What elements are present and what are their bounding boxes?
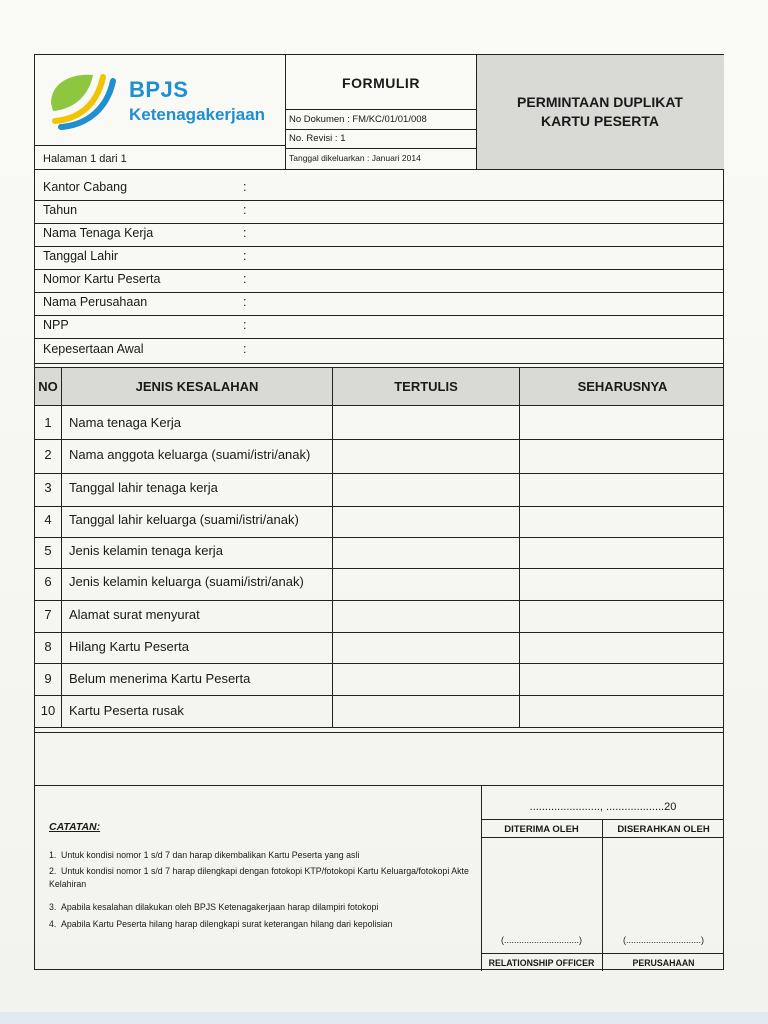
field-kantor-cabang: Kantor Cabang [43, 180, 128, 194]
signature-line-right: (..............................) [622, 935, 704, 945]
error-type-label: Jenis kelamin keluarga (suami/istri/anak) [69, 574, 304, 589]
field-colon: : [243, 226, 247, 240]
error-type-label: Tanggal lahir tenaga kerja [69, 480, 218, 495]
field-nomor-kartu-peserta: Nomor Kartu Peserta [43, 272, 161, 286]
logo-sub-text: Ketenagakerjaan [129, 105, 266, 124]
error-type-label: Kartu Peserta rusak [69, 703, 184, 718]
field-colon: : [243, 342, 247, 356]
field-colon: : [243, 272, 247, 286]
error-type-label: Jenis kelamin tenaga kerja [69, 543, 223, 558]
error-type-label: Alamat surat menyurat [69, 607, 200, 622]
error-type-label: Nama tenaga Kerja [69, 415, 182, 430]
form-title-line1: PERMINTAAN DUPLIKAT [517, 94, 683, 110]
row-number: 3 [44, 480, 52, 495]
note-number: 2. [49, 866, 57, 876]
col-header-seharusnya: SEHARUSNYA [577, 379, 668, 394]
error-type-label: Hilang Kartu Peserta [69, 639, 189, 654]
row-number: 1 [44, 415, 52, 430]
row-number: 8 [44, 639, 52, 654]
note-item [49, 865, 469, 891]
error-type-label: Tanggal lahir keluarga (suami/istri/anak) [69, 512, 299, 527]
issue-date: Tanggal dikeluarkan : Januari 2014 [289, 153, 421, 163]
relationship-officer-label: RELATIONSHIP OFFICER [488, 958, 595, 968]
field-nama-perusahaan: Nama Perusahaan [43, 295, 148, 309]
field-colon: : [243, 203, 247, 217]
logo-brand-text: BPJS [129, 77, 189, 102]
signature-line-left: (..............................) [500, 935, 582, 945]
row-number: 9 [44, 671, 52, 686]
company-label: PERUSAHAAN [632, 958, 695, 968]
row-number: 10 [40, 703, 56, 718]
error-type-label: Nama anggota keluarga (suami/istri/anak) [69, 447, 311, 462]
col-header-jenis: JENIS KESALAHAN [135, 379, 259, 394]
notes-title: CATATAN: [49, 821, 101, 833]
field-npp: NPP [43, 318, 69, 332]
submitted-by-label: DISERAHKAN OLEH [617, 824, 710, 835]
field-nama-tenaga-kerja: Nama Tenaga Kerja [43, 226, 154, 240]
note-text: Untuk kondisi nomor 1 s/d 7 harap dilengkapi dengan fotokopi KTP/fotokopi Kartu Keluarga/fotokopi Akte Kelahiran [49, 866, 469, 889]
field-tahun: Tahun [43, 203, 78, 217]
bpjs-logo [45, 65, 285, 145]
received-by-label: DITERIMA OLEH [504, 824, 579, 835]
revision-number: No. Revisi : 1 [289, 133, 346, 144]
row-number: 6 [44, 574, 52, 589]
note-number: 4. [49, 919, 57, 929]
note-item [49, 849, 469, 862]
note-item [49, 918, 469, 931]
row-number: 7 [44, 607, 52, 622]
note-text: Apabila Kartu Peserta hilang harap dilengkapi surat keterangan hilang dari kepolisian [61, 919, 393, 929]
document-number: No Dokumen : FM/KC/01/01/008 [289, 114, 427, 125]
field-colon: : [243, 295, 247, 309]
note-number: 1. [49, 850, 57, 860]
note-text: Untuk kondisi nomor 1 s/d 7 dan harap dikembalikan Kartu Peserta yang asli [61, 850, 360, 860]
form-title-line2: KARTU PESERTA [541, 113, 659, 129]
field-colon: : [243, 249, 247, 263]
field-colon: : [243, 318, 247, 332]
form-title [476, 93, 724, 131]
sign-date-line: ......................., ...................20 [529, 801, 677, 813]
note-number: 3. [49, 902, 57, 912]
page-count: Halaman 1 dari 1 [43, 153, 127, 165]
formulir-heading: FORMULIR [342, 75, 420, 91]
row-number: 2 [44, 447, 52, 462]
bpjs-leaf-icon [45, 65, 125, 135]
row-number: 4 [44, 512, 52, 527]
duplicate-card-request-form [34, 54, 724, 970]
note-text: Apabila kesalahan dilakukan oleh BPJS Ketenagakerjaan harap dilampiri fotokopi [61, 902, 379, 912]
col-header-tertulis: TERTULIS [394, 379, 458, 394]
row-number: 5 [44, 543, 52, 558]
field-tanggal-lahir: Tanggal Lahir [43, 249, 119, 263]
col-header-no: NO [38, 379, 58, 394]
field-colon: : [243, 180, 247, 194]
error-type-label: Belum menerima Kartu Peserta [69, 671, 251, 686]
field-kepesertaan-awal: Kepesertaan Awal [43, 342, 144, 356]
note-item [49, 901, 469, 914]
